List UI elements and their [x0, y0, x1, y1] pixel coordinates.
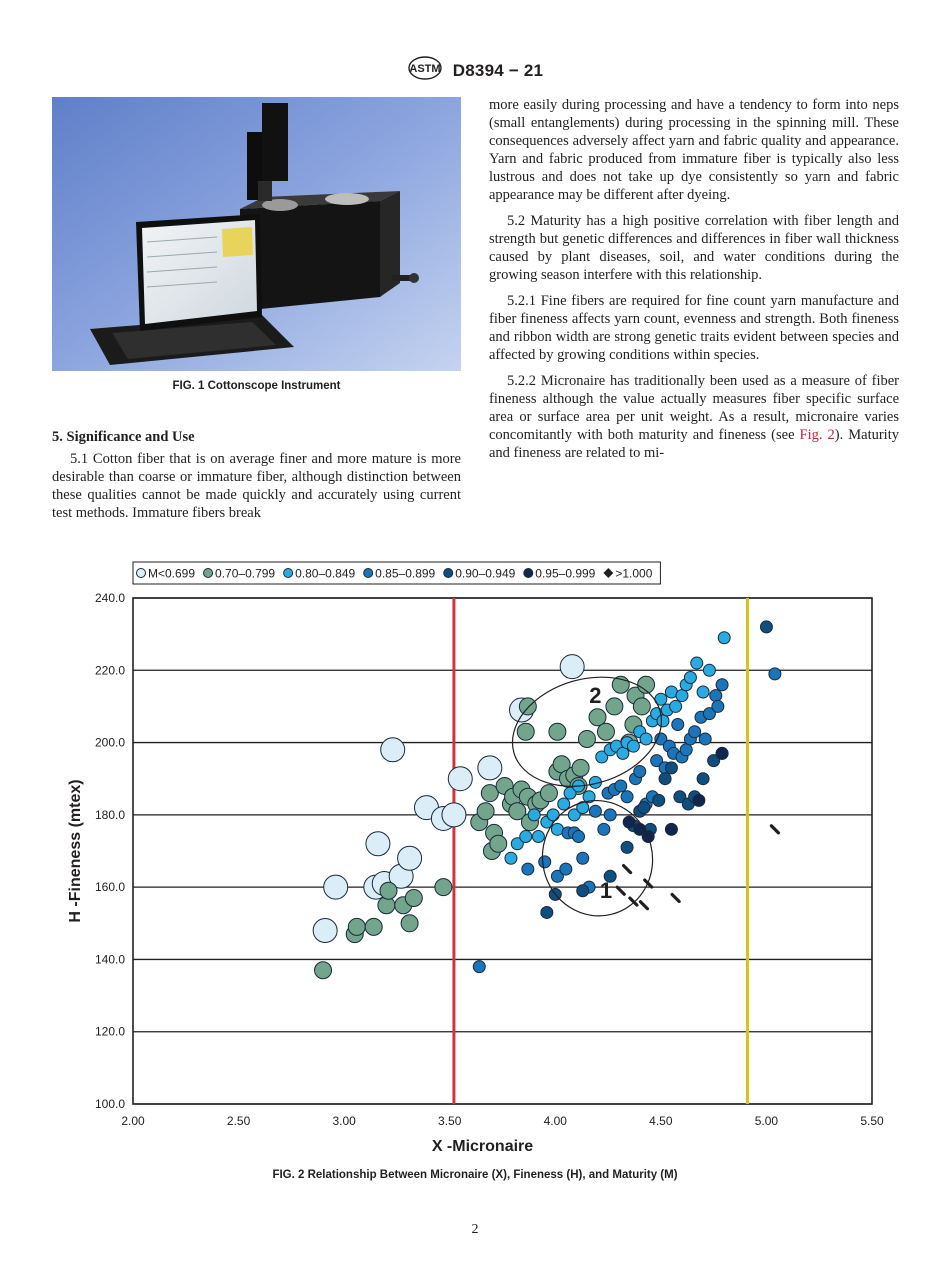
x-axis-label: X -Micronaire — [431, 1138, 534, 1155]
point-6-3 — [640, 902, 647, 909]
point-3-28 — [680, 744, 692, 756]
point-0-1 — [324, 875, 348, 899]
point-1-38 — [606, 698, 623, 715]
legend-marker-2 — [284, 569, 293, 578]
legend-entry-3: 0.85–0.899 — [375, 566, 436, 581]
point-0-12 — [478, 756, 502, 780]
paragraph-5-1: 5.1 Cotton fiber that is on average finer and more mature is more desirable than coarse or immature fiber, although distinction between these qualities cannot be made quickly and accurately using current test methods. Immature fibers break — [52, 451, 461, 521]
legend-marker-1 — [204, 569, 213, 578]
point-0-5 — [381, 738, 405, 762]
document-code: D8394 − 21 — [452, 60, 544, 80]
y-tick-label-4: 180.0 — [94, 807, 125, 822]
point-2-6 — [547, 809, 559, 821]
paragraph-5-2-2 — [489, 372, 899, 462]
point-3-35 — [712, 700, 724, 712]
legend-entry-5: 0.95–0.999 — [535, 566, 596, 581]
point-2-35 — [703, 664, 715, 676]
point-0-0 — [313, 919, 337, 943]
point-3-16 — [621, 791, 633, 803]
legend-entry-0: M<0.699 — [148, 566, 196, 581]
x-tick-label-6: 5.00 — [754, 1114, 779, 1128]
legend-marker-0 — [137, 569, 146, 578]
point-1-43 — [633, 698, 650, 715]
region-label-1: 1 — [599, 877, 613, 903]
legend-marker-3 — [364, 569, 373, 578]
paragraph-continued: more easily during processing and have a tendency to form into neps (small entanglements) during processing in the spinning mill. These consequences adversely affect yarn and fabric quality and appearance. Yarn and fabric produced from immature fiber is typically also less lustrous and does not take up dye consistently so yarn and fabric appearance may be different after dyeing. — [489, 97, 899, 203]
point-2-29 — [670, 700, 682, 712]
point-1-11 — [477, 803, 494, 820]
point-1-21 — [517, 723, 534, 740]
point-4-11 — [665, 762, 677, 774]
x-tick-label-3: 3.50 — [438, 1114, 462, 1128]
point-2-22 — [640, 733, 652, 745]
point-4-2 — [577, 885, 589, 897]
figure2-caption: FIG. 2 Relationship Between Micronaire (X), Fineness (H), and Maturity (M) — [272, 1169, 678, 1181]
legend-entry-1: 0.70–0.799 — [215, 566, 276, 581]
point-3-11 — [598, 823, 610, 835]
y-tick-label-1: 120.0 — [94, 1024, 125, 1039]
figure2-chart — [62, 558, 892, 1168]
x-tick-label-2: 3.00 — [332, 1114, 356, 1128]
point-4-0 — [541, 906, 553, 918]
point-2-2 — [520, 831, 532, 843]
x-tick-label-7: 5.50 — [860, 1114, 884, 1128]
point-1-0 — [315, 962, 332, 979]
point-3-26 — [672, 719, 684, 731]
point-6-6 — [771, 826, 778, 833]
point-4-10 — [659, 773, 671, 785]
point-4-7 — [638, 802, 650, 814]
page-header — [0, 56, 950, 85]
legend-marker-4 — [444, 569, 453, 578]
fig2-link[interactable]: Fig. 2 — [799, 427, 835, 443]
point-3-0 — [473, 961, 485, 973]
paragraph-5-2: 5.2 Maturity has a high positive correlation with fiber length and strength but genetic differences and differences in fiber wall thickness caused by plant diseases, soil, and water conditions during the growing season interfere with this relationship. — [489, 213, 899, 283]
y-tick-label-3: 160.0 — [94, 880, 125, 895]
point-6-2 — [672, 894, 679, 901]
x-tick-label-4: 4.00 — [543, 1114, 567, 1128]
point-3-30 — [689, 726, 701, 738]
x-tick-label-1: 2.50 — [226, 1114, 251, 1128]
legend-marker-5 — [524, 569, 533, 578]
point-3-7 — [573, 831, 585, 843]
right-column — [489, 96, 899, 470]
point-1-3 — [365, 918, 382, 935]
point-3-13 — [604, 809, 616, 821]
y-tick-label-0: 100.0 — [94, 1097, 125, 1111]
y-tick-label-5: 200.0 — [94, 735, 125, 750]
point-2-34 — [697, 686, 709, 698]
point-0-11 — [448, 767, 472, 791]
point-4-15 — [697, 773, 709, 785]
point-3-32 — [699, 733, 711, 745]
point-1-29 — [549, 723, 566, 740]
y-axis-label: H -Fineness (mtex) — [67, 779, 84, 923]
point-2-0 — [505, 852, 517, 864]
x-tick-label-0: 2.00 — [121, 1114, 145, 1128]
point-3-18 — [634, 765, 646, 777]
astm-logo-icon — [407, 56, 443, 85]
y-tick-label-2: 140.0 — [94, 952, 125, 967]
point-1-37 — [597, 723, 614, 740]
point-2-18 — [617, 747, 629, 759]
point-1-15 — [490, 835, 507, 852]
point-0-10 — [442, 803, 466, 827]
point-5-4 — [693, 794, 705, 806]
point-1-5 — [380, 882, 397, 899]
svg-text:ASTM: ASTM — [409, 63, 441, 75]
left-column — [52, 428, 461, 530]
point-2-26 — [657, 715, 669, 727]
y-tick-label-6: 220.0 — [94, 663, 125, 678]
point-0-3 — [366, 832, 390, 856]
point-2-3 — [528, 809, 540, 821]
point-0-14 — [560, 655, 584, 679]
point-1-7 — [401, 915, 418, 932]
point-5-0 — [623, 816, 635, 828]
scatter-plot — [62, 558, 892, 1163]
figure1-caption: FIG. 1 Cottonscope Instrument — [172, 380, 341, 392]
point-1-35 — [578, 730, 595, 747]
x-tick-label-5: 4.50 — [649, 1114, 673, 1128]
point-1-8 — [405, 889, 422, 906]
point-1-27 — [540, 785, 557, 802]
legend-entry-2: 0.80–0.849 — [295, 566, 356, 581]
point-5-5 — [716, 747, 728, 759]
legend-entry-4: 0.90–0.949 — [455, 566, 516, 581]
point-4-9 — [653, 794, 665, 806]
y-tick-label-7: 240.0 — [94, 591, 125, 605]
point-6-5 — [617, 887, 624, 894]
point-1-2 — [348, 918, 365, 935]
point-3-1 — [522, 863, 534, 875]
point-3-37 — [769, 668, 781, 680]
cottonscope-photo-illustration — [52, 97, 461, 371]
section-heading: 5. Significance and Use — [52, 429, 195, 445]
point-1-34 — [572, 759, 589, 776]
point-1-23 — [519, 698, 536, 715]
point-2-4 — [532, 831, 544, 843]
point-3-36 — [716, 679, 728, 691]
point-6-0 — [624, 866, 631, 873]
point-3-4 — [560, 863, 572, 875]
legend-entry-6: >1.000 — [615, 566, 653, 581]
point-0-7 — [398, 846, 422, 870]
point-1-9 — [435, 879, 452, 896]
point-2-33 — [691, 657, 703, 669]
point-3-15 — [615, 780, 627, 792]
point-3-8 — [577, 852, 589, 864]
point-5-3 — [665, 823, 677, 835]
paragraph-5-2-2-text-a: 5.2.2 Micronaire has traditionally been used as a measure of fiber fineness although the value actually measures fiber specific surface area or surface area per unit weight. As a result, micronaire varies concomitantly with both maturity and fineness (see — [489, 373, 899, 443]
point-4-18 — [760, 621, 772, 633]
point-2-20 — [627, 740, 639, 752]
page-number: 2 — [471, 1222, 479, 1237]
point-3-10 — [589, 805, 601, 817]
point-3-2 — [539, 856, 551, 868]
point-2-30 — [676, 690, 688, 702]
point-4-4 — [621, 841, 633, 853]
figure1-photo — [52, 97, 461, 371]
paragraph-5-2-2-text-b: ). Maturity and fineness are related to mi- — [489, 427, 899, 461]
point-2-32 — [684, 672, 696, 684]
point-2-36 — [718, 632, 730, 644]
paragraph-5-2-1: 5.2.1 Fine fibers are required for fine count yarn manufacture and fiber fineness affects yarn count, evenness and strength. Both fineness and ribbon width are strong genetic traits evident between species and affected by growing conditions within species. — [489, 293, 899, 363]
region-label-0: 2 — [589, 682, 602, 708]
point-3-34 — [710, 690, 722, 702]
